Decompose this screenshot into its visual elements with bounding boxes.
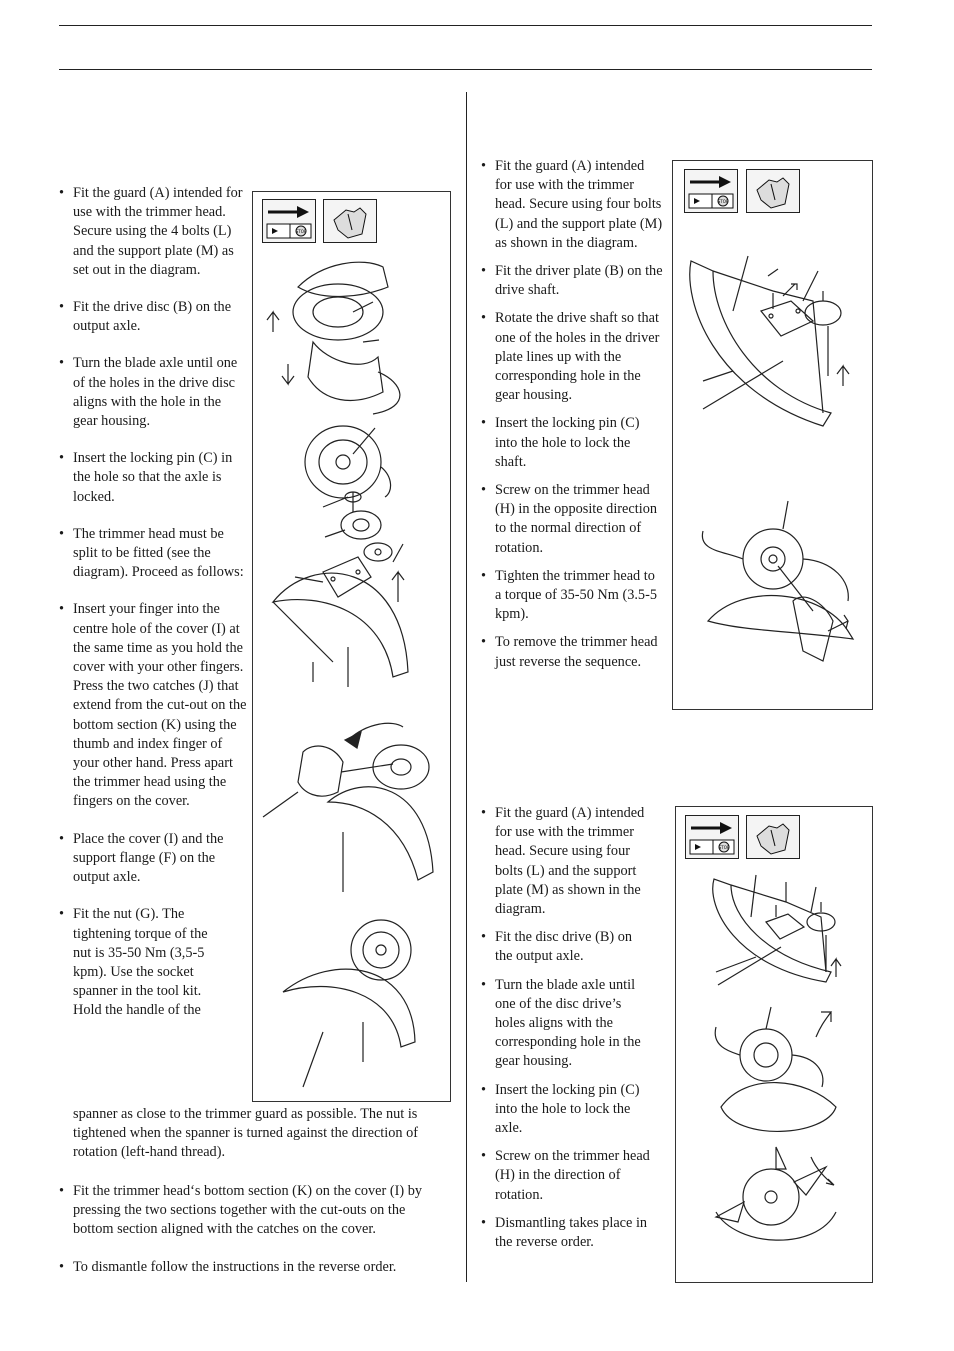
list-item: • Turn the blade axle until one of the holes in the drive disc aligns with the hole in the gear housing. <box>59 354 249 431</box>
right-top-figure <box>672 160 873 710</box>
list-item: • Tighten the trimmer head to a torque of 35-50 Nm (3.5-5 kpm). <box>481 567 664 625</box>
list-item: • Place the cover (I) and the support flange (F) on the output axle. <box>59 830 249 888</box>
list-item: • Fit the guard (A) intended for use with the trimmer head. Secure using the 4 bolts (L) and the support plate (M) as set out in the diagram. <box>59 184 249 280</box>
list-item: • Fit the nut (G). The tightening torque of the nut is 35-50 Nm (3,5-5 kpm). Use the socket spanner in the tool kit. Hold the handle of the <box>59 905 225 1020</box>
list-item: • Dismantling takes place in the reverse order. <box>481 1214 651 1252</box>
guard-and-trimmer-head-variant-diagram <box>676 807 872 1282</box>
list-item: • Fit the guard (A) intended for use with the trimmer head. Secure using four bolts (L) and the support plate (M) as shown in the diagram. <box>481 157 664 253</box>
list-item: • Screw on the trimmer head (H) in the direction of rotation. <box>481 1147 651 1205</box>
stop-label: STOP <box>718 845 730 850</box>
list-item: • To dismantle follow the instructions in the reverse order. <box>59 1258 444 1277</box>
list-item: • To remove the trimmer head just reverse the sequence. <box>481 633 664 671</box>
list-item: • Fit the drive disc (B) on the output axle. <box>59 298 249 336</box>
right-top-instructions <box>481 157 664 672</box>
stop-label: STOP <box>717 199 729 204</box>
left-instructions <box>59 184 249 1021</box>
header-rule-top <box>59 25 872 26</box>
left-instructions-end <box>59 1182 444 1277</box>
header-rule-bottom <box>59 69 872 70</box>
list-item: • Turn the blade axle until one of the disc drive’s holes aligns with the corresponding hole in the gear housing. <box>481 976 651 1072</box>
list-item: • Screw on the trimmer head (H) in the opposite direction to the normal direction of rotation. <box>481 481 664 558</box>
list-item: • Insert the locking pin (C) into the hole to lock the axle. <box>481 1081 651 1139</box>
right-bottom-figure <box>675 806 873 1283</box>
column-divider <box>466 92 467 1282</box>
left-continuation-text: spanner as close to the trimmer guard as possible. The nut is tightened when the spanner is turned against the direction of rotation (left-hand thread). <box>73 1106 419 1161</box>
right-bottom-instructions <box>481 804 651 1252</box>
trimmer-head-exploded-diagram <box>253 192 450 1101</box>
list-item: • Insert your finger into the centre hole of the cover (I) at the same time as you hold the cover with your other fingers. Press the two catches (J) that extend from the cut-out on the bottom section (K) using the thumb and index finger of your other hand. Press apart the trimmer head using the fingers on the cover. <box>59 600 249 811</box>
list-item: • Fit the trimmer head‘s bottom section (K) on the cover (I) by pressing the two sections together with the cut-outs on the bottom section aligned with the catches on the cover. <box>59 1182 444 1240</box>
list-item: • Fit the guard (A) intended for use with the trimmer head. Secure using four bolts (L) and the support plate (M) as shown in the diagram. <box>481 804 651 919</box>
guard-and-trimmer-head-diagram <box>673 161 872 709</box>
list-item: • Insert the locking pin (C) into the hole to lock the shaft. <box>481 414 664 472</box>
list-item: • Fit the disc drive (B) on the output axle. <box>481 928 651 966</box>
left-assembly-figure <box>252 191 451 1102</box>
list-item: • Insert the locking pin (C) in the hole so that the axle is locked. <box>59 449 249 507</box>
stop-label: STOP <box>295 229 307 234</box>
list-item: • Rotate the drive shaft so that one of the holes in the driver plate lines up with the corresponding hole in the gear housing. <box>481 309 664 405</box>
list-item: • The trimmer head must be split to be fitted (see the diagram). Proceed as follows: <box>59 525 249 583</box>
list-item: • Fit the driver plate (B) on the drive shaft. <box>481 262 664 300</box>
